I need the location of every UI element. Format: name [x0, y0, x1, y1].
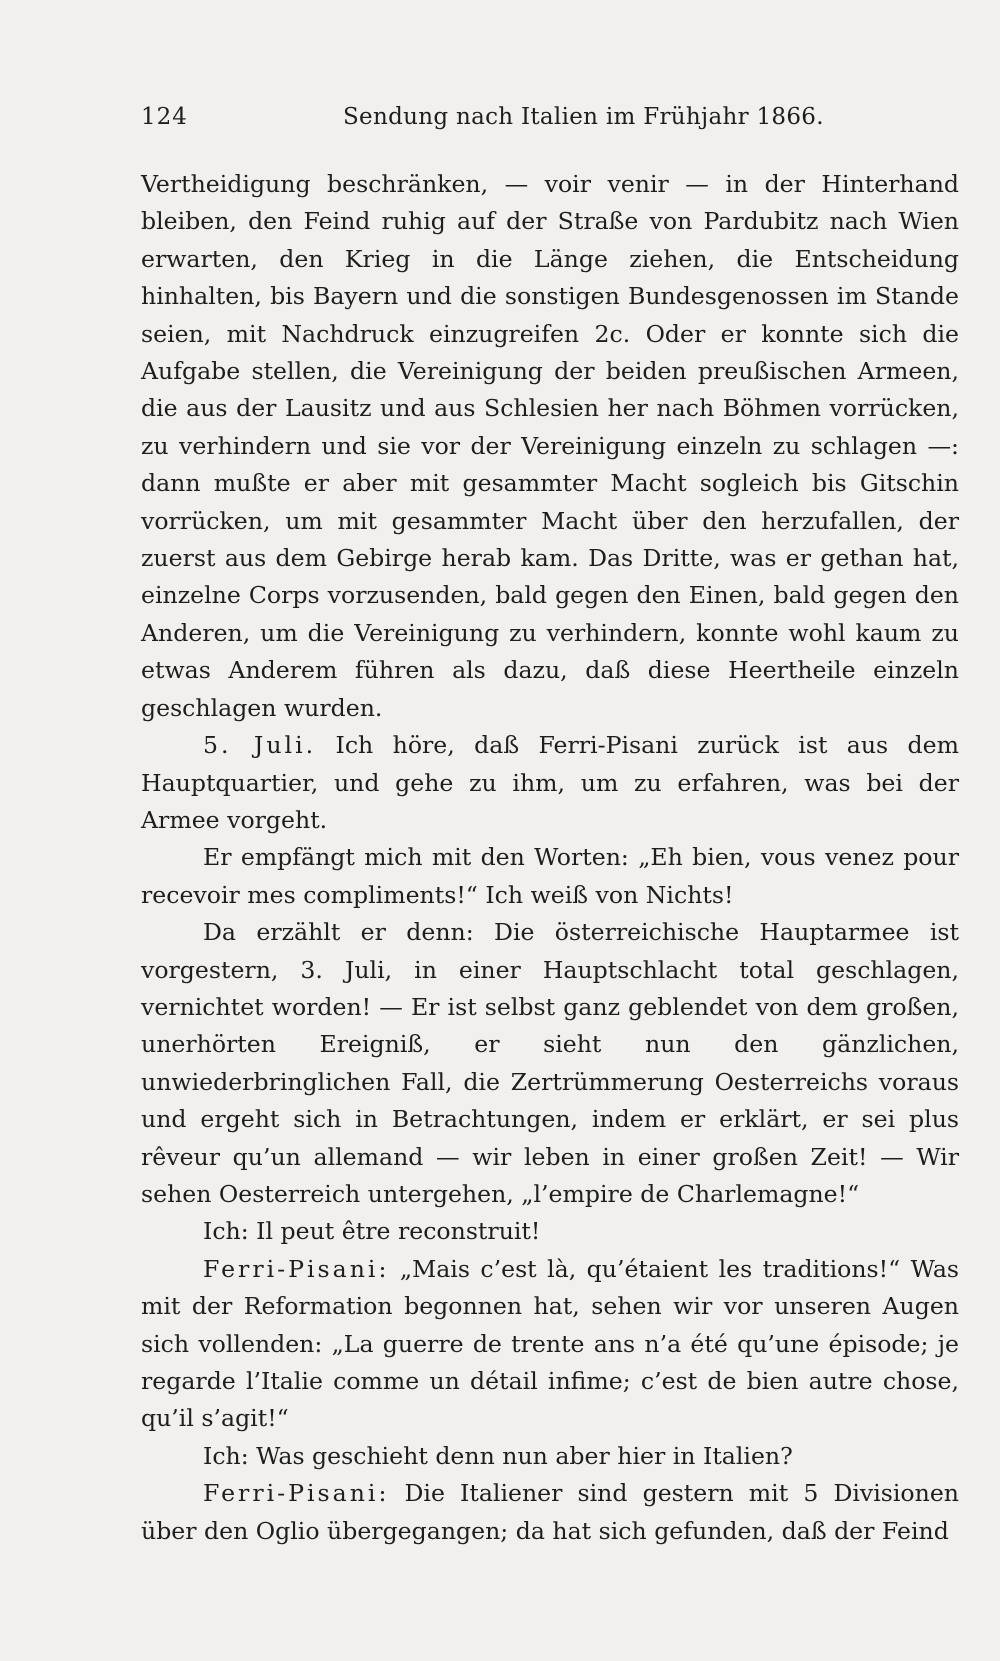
- paragraph-text: Vertheidigung beschränken, — voir venir — in der Hinterhand bleiben, den Feind ruhig auf der Straße von Pardubitz nach Wien erwarten, den Krieg in die Länge ziehen, die Entscheidung hinhalten, bis Bayern und die sonstigen Bundesgenossen im Stande seien, mit Nachdruck einzugreifen 2c. Oder er konnte sich die Aufgabe stellen, die Vereinigung der beiden preußischen Armeen, die aus der Lausitz und aus Schlesien her nach Böhmen vorrücken, zu verhindern und sie vor der Vereinigung einzeln zu schlagen —: dann mußte er aber mit gesammter Macht sogleich bis Gitschin vorrücken, um mit gesammter Macht über den herzufallen, der zuerst aus dem Gebirge herab kam. Das Dritte, was er gethan hat, einzelne Corps vorzusenden, bald gegen den Einen, bald gegen den Anderen, um die Vereinigung zu verhindern, konnte wohl kaum zu etwas Anderem führen als dazu, daß diese Heertheile einzeln geschlagen wurden.: [141, 170, 959, 722]
- paragraph-continuation: [141, 166, 959, 727]
- speaker-lead: Ferri-Pisani:: [203, 1254, 390, 1283]
- paragraph-greeting: [141, 839, 959, 914]
- paragraph-text: Ich: Was geschieht denn nun aber hier in Italien?: [203, 1441, 793, 1470]
- page-number: 124: [141, 104, 188, 130]
- running-head: [141, 104, 960, 144]
- paragraph-report: [141, 914, 959, 1213]
- body-text: [141, 166, 959, 1550]
- date-lead: 5. Juli.: [203, 731, 317, 760]
- paragraph-ferri-pisani-1: [141, 1251, 959, 1438]
- paragraph-reply: [141, 1213, 959, 1250]
- paragraph-text: Ich höre, daß Ferri-Pisani zurück ist aus dem Hauptquartier, und gehe zu ihm, um zu erfahren, was bei der Armee vorgeht.: [141, 731, 959, 834]
- paragraph-ferri-pisani-2: [141, 1475, 959, 1550]
- running-title: Sendung nach Italien im Frühjahr 1866.: [343, 104, 824, 130]
- paragraph-text: „Mais c’est là, qu’étaient les traditions!“ Was mit der Reformation begonnen hat, sehen wir vor unseren Augen sich vollenden: „La guerre de trente ans n’a été qu’une épisode; je regarde l’Italie comme un détail infime; c’est de bien autre chose, qu’il s’agit!“: [141, 1254, 959, 1433]
- paragraph-text: Die Italiener sind gestern mit 5 Divisionen über den Oglio übergegangen; da hat sich gefunden, daß der Feind: [141, 1479, 959, 1545]
- paragraph-text: Da erzählt er denn: Die österreichische Hauptarmee ist vorgestern, 3. Juli, in einer Hauptschlacht total geschlagen, vernichtet worden! — Er ist selbst ganz geblendet von dem großen, unerhörten Ereigniß, er sieht nun den gänzlichen, unwiederbringlichen Fall, die Zertrümmerung Oesterreichs voraus und ergeht sich in Betrachtungen, indem er erklärt, er sei plus rêveur qu’un allemand — wir leben in einer großen Zeit! — Wir sehen Oesterreich untergehen, „l’empire de Charlemagne!“: [141, 918, 959, 1208]
- paragraph-question: [141, 1438, 959, 1475]
- paragraph-text: Ich: Il peut être reconstruit!: [203, 1217, 541, 1246]
- speaker-lead: Ferri-Pisani:: [203, 1479, 390, 1508]
- paragraph-july-5: [141, 727, 959, 839]
- paragraph-text: Er empfängt mich mit den Worten: „Eh bien, vous venez pour recevoir mes compliments!“ Ich weiß von Nichts!: [141, 843, 959, 909]
